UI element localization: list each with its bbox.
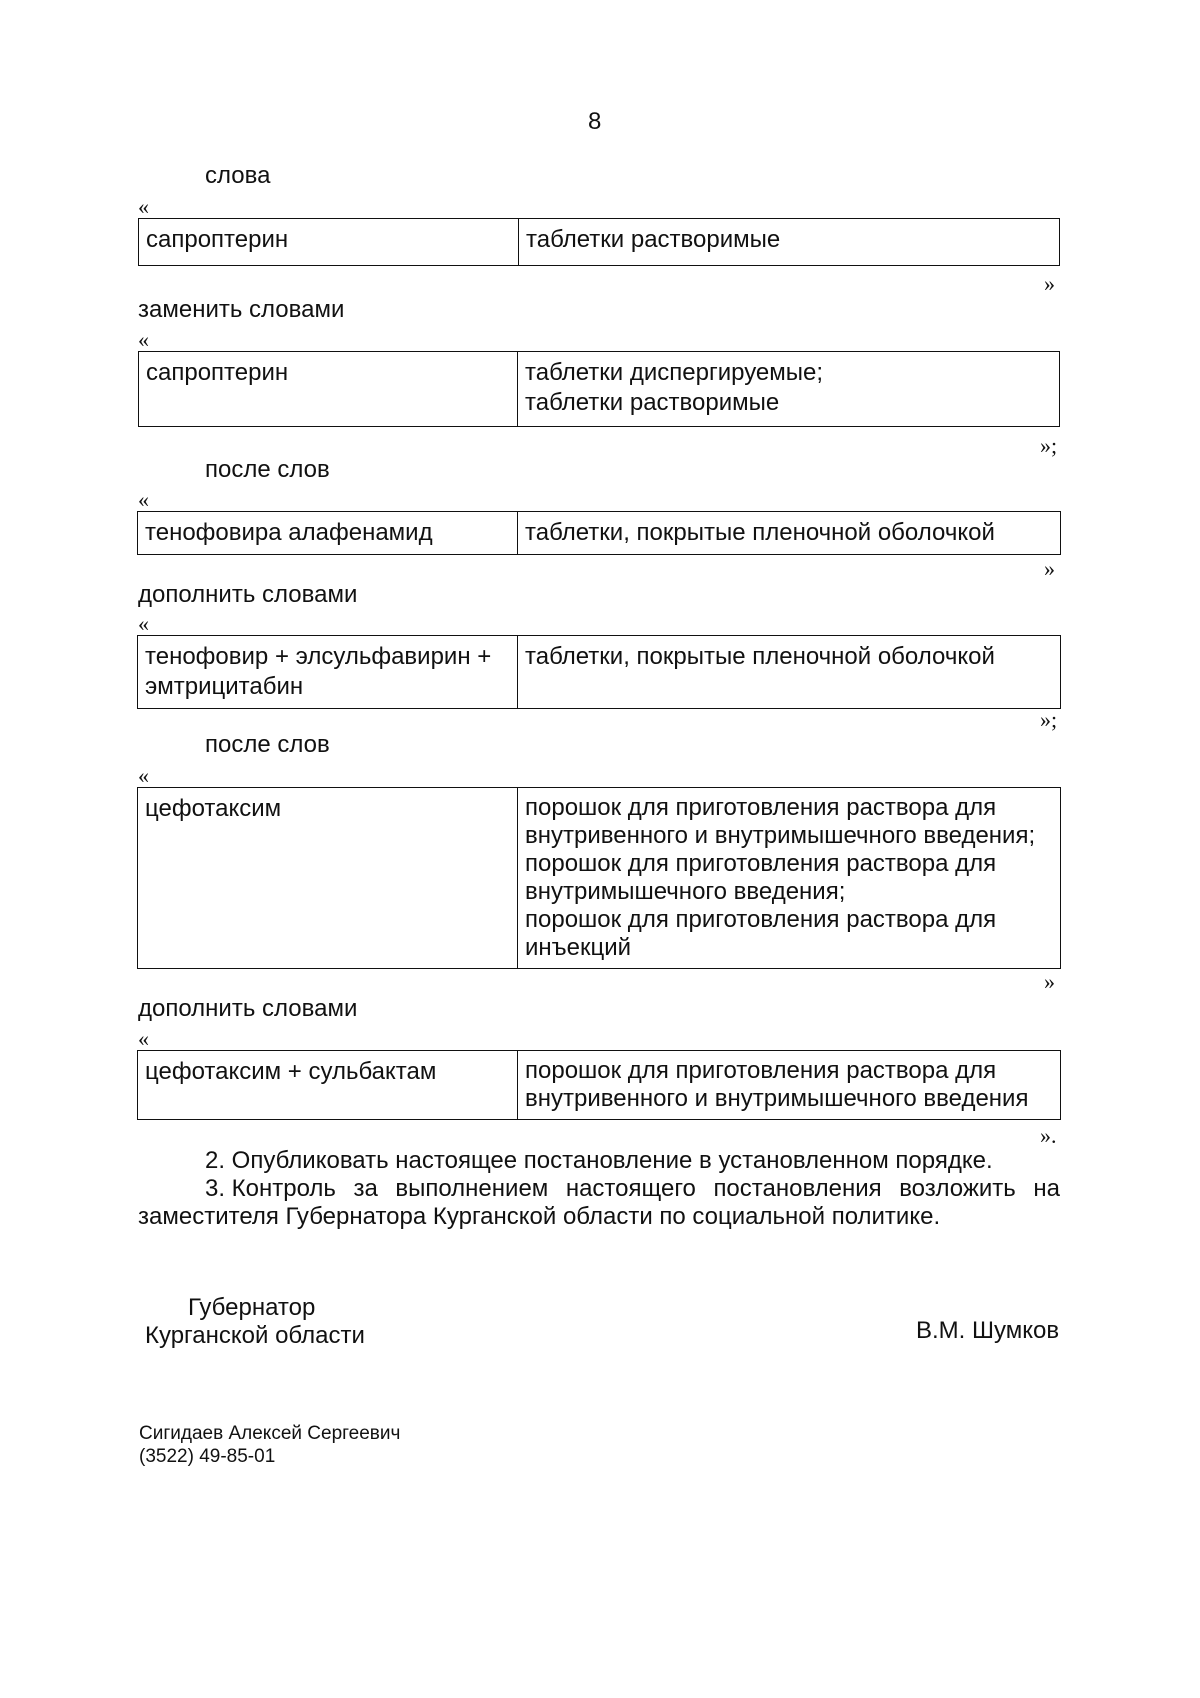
amend-table-4 (137, 635, 1061, 709)
table-row (139, 219, 1060, 266)
paragraph-3-line-1: 3. Контроль за выполнением настоящего постановления возложить на (205, 1175, 1060, 1202)
executor-name: Сигидаев Алексей Сергеевич (139, 1423, 401, 1444)
drug-form-cell: таблетки, покрытые пленочной оболочкой (518, 512, 1061, 555)
intro-slova: слова (205, 162, 271, 189)
page-number: 8 (588, 108, 602, 135)
amend-table-5 (137, 787, 1061, 969)
open-quote: « (138, 1026, 149, 1051)
close-quote: » (1044, 969, 1055, 994)
intro-zamenit: заменить словами (138, 296, 345, 323)
close-quote: » (1044, 556, 1055, 581)
open-quote: « (138, 763, 149, 788)
paragraph-3-line-2: заместителя Губернатора Курганской области по социальной политике. (138, 1203, 941, 1230)
intro-posle-slov: после слов (205, 456, 330, 483)
close-quote-semicolon: »; (1040, 433, 1058, 458)
drug-form-cell: таблетки растворимые (519, 219, 1060, 266)
executor-phone: (3522) 49-85-01 (139, 1446, 276, 1467)
open-quote: « (138, 194, 149, 219)
drug-name-cell: цефотаксим (138, 788, 518, 969)
table-row (138, 1051, 1061, 1120)
drug-form-cell: порошок для приготовления раствора для внутривенного и внутримышечного введения; порошок для приготовления раствора для внутримышечного введения; порошок для приготовления раствора для инъекций (518, 788, 1061, 969)
table-row (138, 512, 1061, 555)
open-quote: « (138, 327, 149, 352)
open-quote: « (138, 611, 149, 636)
close-quote-period: ». (1040, 1123, 1057, 1148)
intro-posle-slov: после слов (205, 731, 330, 758)
amend-table-6 (137, 1050, 1061, 1120)
drug-name-cell: тенофовира алафенамид (138, 512, 518, 555)
intro-dopolnit: дополнить словами (138, 581, 358, 608)
close-quote-semicolon: »; (1040, 707, 1058, 732)
table-row (138, 636, 1061, 709)
drug-name-cell: сапроптерин (139, 219, 519, 266)
close-quote: » (1044, 271, 1055, 296)
intro-dopolnit: дополнить словами (138, 995, 358, 1022)
signatory-region: Курганской области (145, 1322, 365, 1349)
drug-name-cell: сапроптерин (139, 352, 518, 427)
drug-name-cell: тенофовир + элсульфавирин + эмтрицитабин (138, 636, 518, 709)
amend-table-2 (138, 351, 1060, 427)
amend-table-3 (137, 511, 1061, 555)
open-quote: « (138, 487, 149, 512)
drug-name-cell: цефотаксим + сульбактам (138, 1051, 518, 1120)
drug-form-cell: таблетки, покрытые пленочной оболочкой (518, 636, 1061, 709)
amend-table-1 (138, 218, 1060, 266)
drug-form-cell: порошок для приготовления раствора для внутривенного и внутримышечного введения (518, 1051, 1061, 1120)
signatory-position: Губернатор (188, 1294, 316, 1321)
paragraph-2: 2. Опубликовать настоящее постановление в установленном порядке. (205, 1147, 993, 1174)
table-row (139, 352, 1060, 427)
table-row (138, 788, 1061, 969)
drug-form-cell: таблетки диспергируемые; таблетки растворимые (518, 352, 1060, 427)
signatory-name: В.М. Шумков (916, 1317, 1060, 1344)
